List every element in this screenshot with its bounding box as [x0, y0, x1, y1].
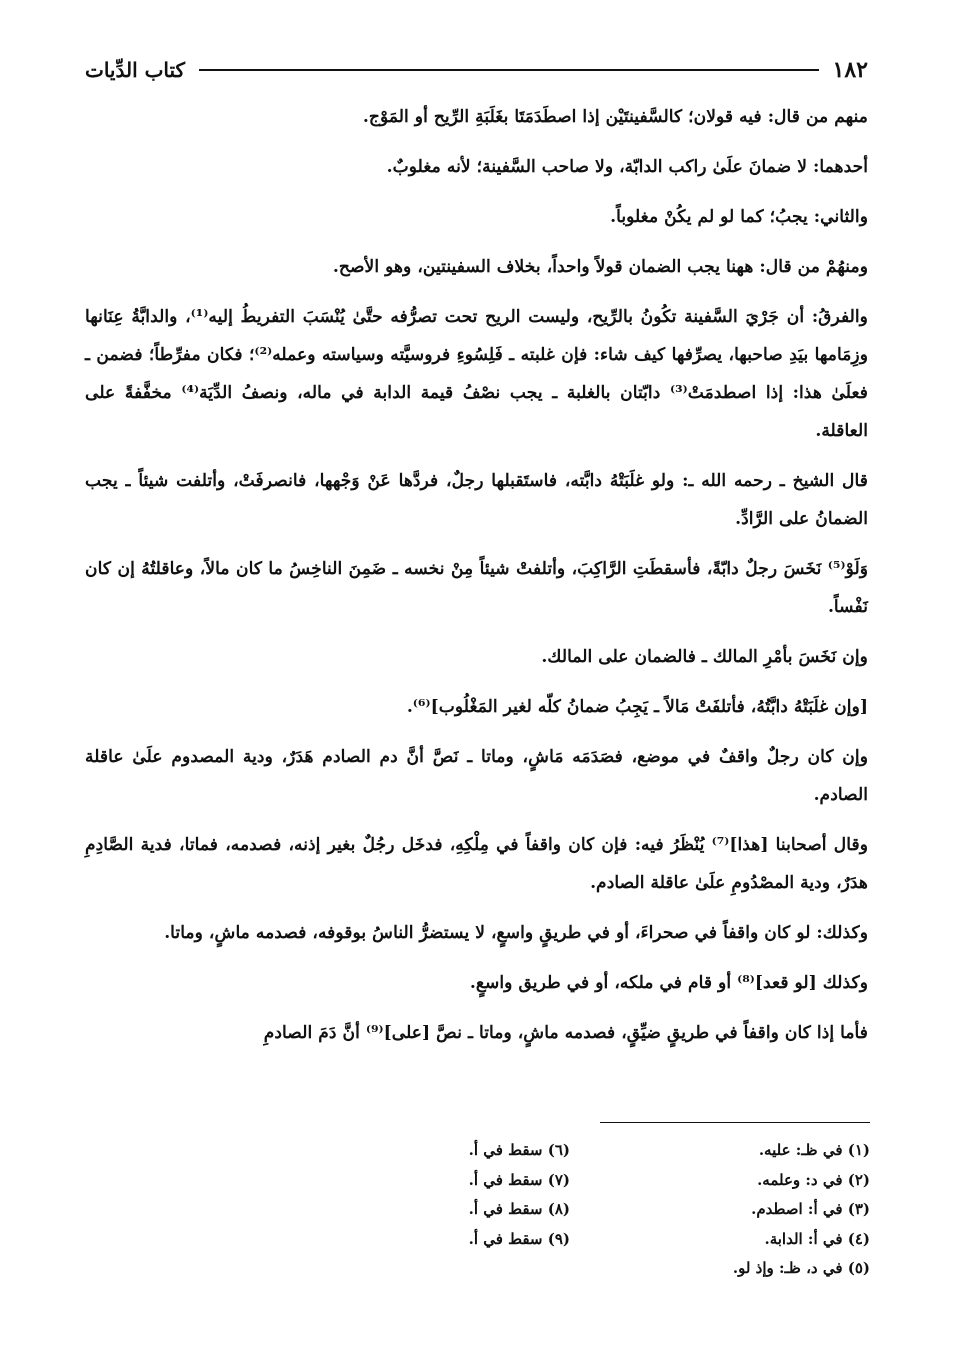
paragraph: وقال أصحابنا [هذا]⁽⁷⁾ يُنْظَرُ فيه: فإن كان واقفاً في مِلْكِهِ، فدخَل رجُلٌ بغير إذنه، فصدمه، فماتا، فدية الصَّادِمِ هدَرٌ، ودية المصْدُومِ علَىٰ عاقلة الصادم. — [85, 835, 868, 893]
footnote: (٣) في أ: اصطدم. — [751, 1200, 870, 1218]
page-number: ١٨٢ — [832, 57, 868, 83]
book-title: كتاب الدِّيات — [85, 58, 186, 82]
footnotes-right-column — [570, 1136, 870, 1284]
paragraph: والثاني: يجبُ؛ كما لو لم يكُنْ مغلوباً. — [610, 207, 868, 227]
footnote: (٢) في د: وعلمه. — [757, 1170, 870, 1189]
paragraph: فأما إذا كان واقفاً في طريقٍ ضيِّقٍ، فصدمه ماشٍ، وماتا ـ نصَّ [على]⁽⁹⁾ أنَّ دَمَ الصادمِ — [263, 1023, 868, 1043]
paragraph: وإن كان رجلٌ واقفٌ في موضع، فصَدَمَه مَاشٍ، وماتا ـ نَصَّ أنَّ دم الصادم هَدَرٌ، ودية المصدوم علَىٰ عاقلة الصادم. — [85, 747, 868, 805]
paragraph: وَلَوْ⁽⁵⁾ نَخَسَ رجلٌ دابّةً، فأسقطَتِ الرَّاكِبَ، وأتلفتْ شيئاً مِنْ نخسه ـ ضَمِنَ الناخِسُ ما كان مالاً، وعاقلتُهُ إن كان نَفْساً. — [85, 559, 868, 617]
paragraph: والفرقُ: أن جَرْيَ السَّفينة تكُونُ بالرِّيح، وليست الريح تحت تصرُّفه حتَّىٰ يُنْسَبَ التفريطُ إليه⁽¹⁾، والدابَّةُ عِنَانها وزِمَامها بيَدِ صاحبها، يصرِّفها كيف شاء: فإن غلبته ـ فَلِسُوءِ فروسيَّته وسياسته وعمله⁽²⁾؛ فكان مفرِّطاً؛ فضمن ـ فعلَىٰ هذا: إذا اصطدمَتْ⁽³⁾ دابّتان بالغلبة ـ يجب نصْفُ قيمة الدابة في ماله، ونصفُ الدِّيَة⁽⁴⁾ مخفَّفةً على العاقلة. — [85, 307, 869, 441]
paragraph: قال الشيخ ـ رحمه الله ـ: ولو غلَبَتْهُ دابَّته، فاستَقبلها رجلٌ، فردَّها عَنْ وَجْهها، فانصرفَتْ، وأتلفت شيئاً ـ يجب الضمانُ على الرَّادِّ. — [85, 471, 868, 529]
paragraph: أحدهما: لا ضمانَ علَىٰ راكب الدابّة، ولا صاحب السَّفينة؛ لأنه مغلوبٌ. — [386, 157, 868, 177]
header-rule — [199, 69, 818, 71]
footnote: (٥) في د، ظـ: وإذ لو. — [732, 1259, 870, 1277]
footnote: (٧) سقط في أ. — [468, 1170, 570, 1189]
footnote-rule — [600, 1122, 870, 1123]
footnotes — [350, 1136, 870, 1284]
footnotes-left-column — [350, 1136, 570, 1284]
footnote: (٤) في أ: الدابة. — [764, 1229, 870, 1248]
footnote: (١) في ظـ: عليه. — [758, 1141, 870, 1159]
paragraph: ومنهُمْ من قال: ههنا يجب الضمان قولاً واحداً، بخلاف السفينتين، وهو الأصح. — [332, 257, 868, 277]
paragraph: منهم من قال: فيه قولان؛ كالسَّفينتَيْن إذا اصطَدَمَتَا بغَلَبَةِ الرِّيح أو المَوْج. — [362, 107, 868, 127]
page-header — [85, 52, 868, 88]
main-text — [85, 98, 868, 1052]
footnote: (٦) سقط في أ. — [468, 1141, 570, 1159]
footnote: (٨) سقط في أ. — [468, 1200, 570, 1218]
paragraph: وكذلك: لو كان واقفاً في صحراءَ، أو في طريقٍ واسعٍ، لا يستضرُّ الناسُ بوقوفه، فصدمه ماشٍ، وماتا. — [164, 923, 868, 943]
paragraph: [وإن غلَبَتْهُ دابَّتُهُ، فأتلفَتْ مَالاً ـ يَجِبُ ضمانُ كلّه لغير المَغْلُوب]⁽⁶⁾. — [406, 697, 868, 717]
footnote: (٩) سقط في أ. — [468, 1229, 570, 1248]
paragraph: وإن نَخَسَ بأمْرِ المالك ـ فالضمان على المالك. — [541, 647, 868, 667]
paragraph: وكذلك [لو قعد]⁽⁸⁾ أو قام في ملكه، أو في طريق واسعٍ. — [469, 973, 868, 993]
